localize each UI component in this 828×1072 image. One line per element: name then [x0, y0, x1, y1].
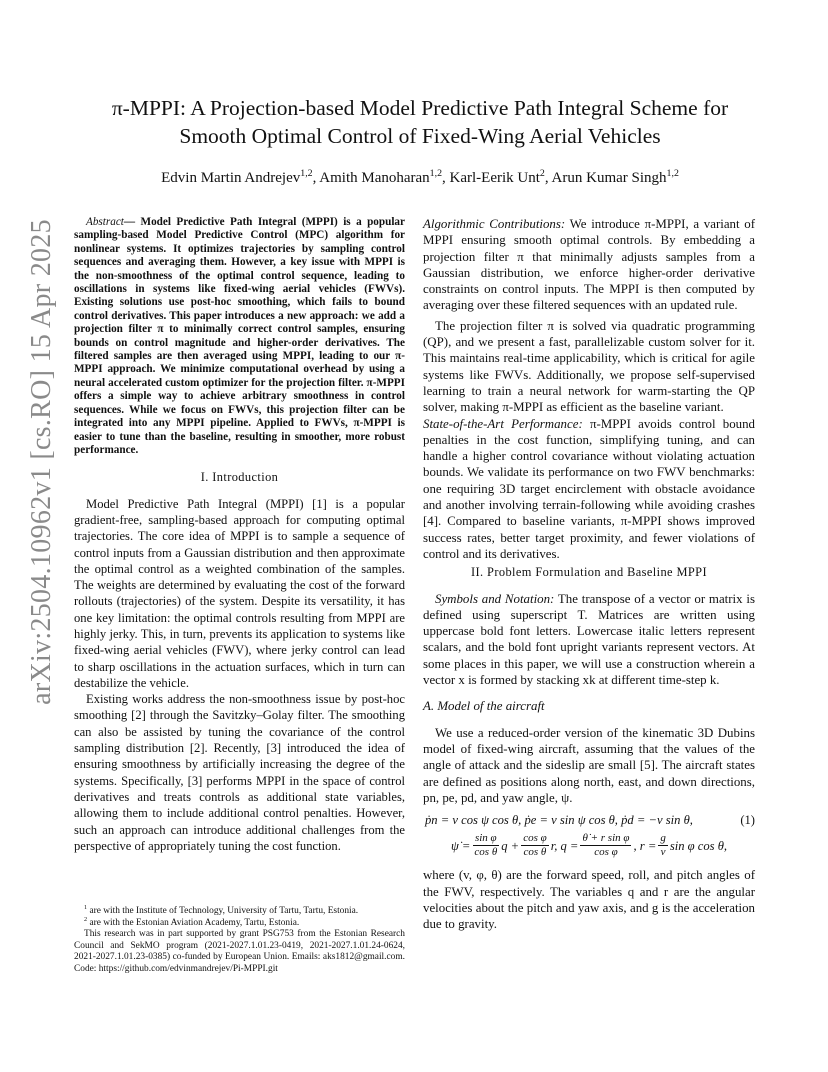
right-column [423, 216, 755, 933]
qp-paragraph: The projection filter π is solved via quadratic programming (QP), and we present a fast, parallelizable custom solver for it. This maintains real-time applicability, which is critical for agile systems like FWVs. Additionally, we propose self-supervised learning to train a neural network for warm-starting the QP solver, making π-MPPI as efficient as the baseline variant. [423, 318, 755, 415]
left-column [74, 216, 405, 854]
author-name: Amith Manoharan [319, 170, 430, 186]
section-heading-introduction: I. Introduction [200, 470, 279, 485]
sota-paragraph [423, 416, 755, 563]
sota-text: π-MPPI avoids control bound penalties in the cost function, simplifying tuning, and can handle a higher control covariance without violating actuation bounds. We validate its performance on two FWV benchmarks: one requiring 3D target encirclement with obstacle avoidance and another involving terrain-following while avoiding crashes [4]. Compared to baseline variants, π-MPPI shows improved success rates, better target proximity, and fewer violations of control and its derivatives. [423, 416, 755, 561]
footnotes [74, 903, 405, 976]
abstract [74, 216, 405, 457]
title-line-1: π-MPPI: A Projection-based Model Predictive Path Integral Scheme for [111, 96, 729, 120]
author-affiliation: 1,2 [300, 168, 313, 179]
where-paragraph: where (v, φ, θ) are the forward speed, roll, and pitch angles of the FWV, respectively. The variables q and r are the angular velocities about the pitch and yaw axis, and g is the acceleration due to gravity. [423, 868, 755, 932]
equation-number: (1) [740, 813, 755, 828]
intro-paragraph: Model Predictive Path Integral (MPPI) [1] is a popular gradient-free, sampling-based approach for computing optimal trajectories. The core idea of MPPI is to sample a sequence of control inputs from a Gaussian distribution and then approximate the optimal control as a weighted combination of the samples. The weights are determined by evaluating the cost of the forward rollouts (trajectories) of the system. Despite its versatility, it has one key limitation: the optimal controls resulting from MPPI are highly jerky. This, in turn, prevents its application to systems like fixed-wing aerial vehicles (FWV), where jerky control can lead to sharp oscillations in the actuation surfaces, which in turn can destabilize the vehicle. [74, 496, 405, 690]
sota-label: State-of-the-Art Performance: [423, 416, 583, 431]
footnote-text: are with the Institute of Technology, University of Tartu, Tartu, Estonia. [89, 906, 359, 916]
equation-line-1: ṗn = v cos ψ cos θ, ṗe = v sin ψ cos θ, ṗd = −v sin θ, [425, 813, 693, 828]
contributions-text: We introduce π-MPPI, a variant of MPPI ensuring smooth optimal controls. By embedding a projection filter π that minimally adjusts samples from a Gaussian distribution, we enforce higher-order derivative constraints on control inputs. The MPPI is then computed by averaging over these filtered sequences with an updated rule. [423, 217, 755, 313]
footnote: $^2$ are with the Estonian Aviation Academy, Tartu, Estonia. [84, 915, 300, 928]
equation-1-line-2: ψ̇ = $\frac{\text{sin φ}}{\text{cos θ}}$ q + $\frac{\text{cos φ}}{\text{cos θ}}$ r, q = $\frac{\text{θ̇ + r sin φ}}{\text{cos φ}}$ , r = $\frac{g}{v}$ sin φ cos θ, [450, 832, 728, 859]
abstract-text: — Model Predictive Path Integral (MPPI) is a popular sampling-based Model Predictive Control (MPC) algorithm for nonlinear systems. It optimizes trajectories by sampling control sequences and averaging them. However, a key issue with MPPI is the non-smoothness of the optimal control sequence, leading to oscillations in systems like fixed-wing aerial vehicles (FWVs). Existing solutions use post-hoc smoothing, which fails to bound control derivatives. This paper introduces a new approach: we add a projection filter π to minimally correct control samples, ensuring bounds on control magnitude and higher-order derivatives. The filtered samples are then averaged using MPPI, leading to our π-MPPI approach. We minimize computational overhead by using a neural accelerated custom optimizer for the projection filter. π-MPPI offers a simple way to achieve arbitrary smoothness in control sequences. While we focus on FWVs, this projection filter can be integrated into any MPPI pipeline. Applied to FWVs, π-MPPI is easier to tune than the baseline, resulting in smoother, more robust performance. [74, 216, 405, 456]
subsection-heading: A. Model of the aircraft [423, 699, 545, 714]
model-paragraph: We use a reduced-order version of the kinematic 3D Dubins model of fixed-wing aircraft, assuming that the values of the angle of attack and the sideslip are small [5]. The aircraft states are defined as positions along north, east, and down directions, pn, pe, pd, and yaw angle, ψ. [423, 725, 755, 805]
paper-title [80, 94, 760, 150]
notation-text: The transpose of a vector or matrix is defined using superscript T. Matrices are written using uppercase bold font letters. Lowercase italic letters represent scalars, and the bold font upright variants represent vectors. At some places in this paper, we will use a construction wherein a vector x is formed by stacking xk at different time-step k. [423, 591, 755, 688]
author-name: Arun Kumar Singh [551, 170, 667, 186]
author-list: Edvin Martin Andrejev$^{1,2}$, Amith Manoharan$^{1,2}$, Karl-Eerik Unt$^2$, Arun Kumar Singh$^{1,2}$ [161, 168, 679, 186]
contributions-paragraph [423, 216, 755, 314]
notation-label: Symbols and Notation: [435, 591, 555, 606]
author-name: Edvin Martin Andrejev [161, 170, 301, 186]
author-affiliation: 2 [539, 168, 545, 179]
footnote-text: are with the Estonian Aviation Academy, Tartu, Estonia. [89, 917, 300, 928]
equation-1 [423, 812, 755, 828]
contributions-label: Algorithmic Contributions: [423, 217, 566, 231]
author-name: Karl-Eerik Unt [449, 170, 540, 186]
section-heading-problem-formulation: II. Problem Formulation and Baseline MPPI [471, 565, 707, 580]
funding-note: This research was in part supported by grant PSG753 from the Estonian Research Council and SekMO program (2021-2027.1.01.23-0419, 2021-2027.1.01.24-0624, 2021-2027.1.01.23-0385) co-funded by European Union. Emails: aks1812@gmail.com. Code: https://github.com/edvinmandrejev/Pi-MPPI.git [74, 929, 405, 974]
abstract-label: Abstract [86, 216, 124, 228]
author-affiliation: 1,2 [429, 168, 443, 179]
arxiv-identifier-stamp [22, 219, 62, 705]
arxiv-stamp-text: arXiv:2504.10962v1 [cs.RO] 15 Apr 2025 [26, 219, 57, 705]
intro-paragraph: Existing works address the non-smoothness issue by post-hoc smoothing [2] through the Savitzky–Golay filter. The smoothing can also be assisted by tuning the covariance of the control sampling distribution [2]. Recently, [3] introduced the idea of ensuring smoothness by artificially increasing the degree of the systems. Specifically, [3] performs MPPI in the space of control derivatives and treats controls as additional state variables, allowing them to include additional control penalties. However, such an approach can introduce additional challenges from the perspective of appropriately tuning the cost function. [74, 692, 405, 853]
title-line-2: Smooth Optimal Control of Fixed-Wing Aerial Vehicles [179, 124, 661, 148]
footnote: $^1$ are with the Institute of Technology, University of Tartu, Tartu, Estonia. [84, 903, 359, 916]
notation-paragraph [423, 591, 755, 689]
author-affiliation: 1,2 [666, 168, 679, 179]
